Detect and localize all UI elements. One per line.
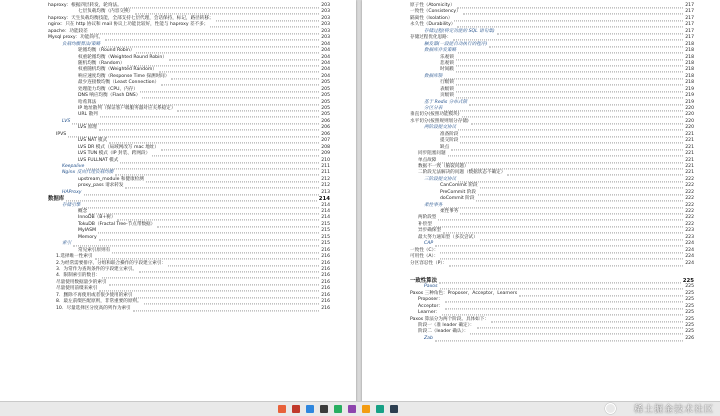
- toc-entry-page: 214: [321, 202, 330, 208]
- toc-entry-page: 216: [321, 292, 330, 298]
- watermark-logo-icon: [605, 403, 616, 414]
- app-icon-9[interactable]: [390, 405, 398, 413]
- toc-entry-page: 225: [685, 310, 694, 316]
- toc-entry-page: 206: [321, 125, 330, 131]
- toc-entry-page: 203: [321, 35, 330, 41]
- toc-entry-page: 221: [685, 138, 694, 144]
- toc-entry-page: 212: [321, 183, 330, 189]
- toc-entry-title: 常见索引原则有: [78, 247, 111, 253]
- toc-entry-page: 218: [685, 60, 694, 66]
- toc-leader-dots: [449, 259, 683, 266]
- toc-page-left[interactable]: [0, 0, 356, 406]
- toc-entry-title: Mysql proxy：功能尚可。: [48, 35, 104, 41]
- toc-entry-page: 224: [685, 247, 694, 253]
- toc-entry-title: 二阶段无法解决的问题（数据状态不确定）: [418, 170, 506, 176]
- toc-entry-page: 222: [685, 221, 694, 227]
- toc-entry-page: 220: [685, 106, 694, 111]
- toc-entry-title: 10．尽量选择区分度高的列作为索引: [56, 305, 131, 311]
- toc-entry-title: Nginx 反向代理负载均衡: [62, 170, 114, 176]
- toc-entry-title: 缺点: [440, 144, 450, 150]
- toc-entry-title: Paxos: [424, 284, 438, 290]
- toc-entry-title: 2.为经常需要排序、分组和联合操作的字段建立索引：: [56, 260, 167, 266]
- toc-entry-title: 8．最左前缀匹配原则，非常重要的原则。: [56, 299, 142, 305]
- toc-entry-title: 响应速度均衡（Response Time 探测时间）: [78, 73, 170, 79]
- toc-entry-title: TokuDB（Fractal Tree-节点带数据）: [78, 221, 156, 227]
- toc-entry-title: 随机均衡（Random）: [78, 60, 125, 66]
- toc-entry-title: 水平切分(按照规则划分存储): [410, 118, 469, 124]
- toc-entry-page: 204: [321, 60, 330, 66]
- toc-list-left: [0, 3, 356, 312]
- toc-entry-title: Keepalive: [62, 163, 85, 169]
- toc-entry-page: 218: [685, 41, 694, 47]
- toc-entry-page: 215: [321, 221, 330, 227]
- toc-entry-page: 222: [685, 202, 694, 208]
- toc-entry-title: 存储过程优化思路：: [410, 35, 452, 41]
- toc-entry-page: 225: [685, 297, 694, 303]
- app-icon-4[interactable]: [320, 405, 328, 413]
- toc-entry-page: 220: [685, 112, 694, 118]
- toc-entry-page: 217: [685, 22, 694, 28]
- toc-entry-page: 218: [685, 80, 694, 86]
- toc-entry-title: haproxy：天生负载均衡技能，全部支持七层代理，会话保持，标记，路径转移；: [48, 15, 214, 21]
- toc-entry-page: 225: [682, 277, 694, 284]
- toc-entry-title: 数据库锁: [424, 73, 443, 79]
- toc-entry-page: 205: [321, 80, 330, 86]
- toc-entry-title: IPVS: [56, 131, 67, 137]
- toc-entry-title: 提交阶段: [440, 138, 459, 144]
- toc-entry-title: LVS 原理: [78, 125, 97, 131]
- toc-entry-title: Paxos 三种角色：Proposer，Acceptor，Learners: [410, 290, 518, 296]
- toc-entry-title: LVS TUN 模式（IP 封装、跨网段）: [78, 151, 151, 157]
- toc-entry-page: 216: [321, 299, 330, 305]
- toc-entry-page: 204: [321, 73, 330, 79]
- toc-entry-title: 存储过程(特定功能的 SQL 语句集): [424, 28, 495, 34]
- toc-entry-page: 221: [685, 157, 694, 163]
- toc-entry-title: CanCommit 阶段: [440, 183, 478, 189]
- toc-entry-page: 222: [685, 196, 694, 202]
- toc-entry-title: PreCommit 阶段: [440, 189, 476, 195]
- toc-entry-page: 219: [685, 99, 694, 105]
- toc-entry-page: 222: [685, 215, 694, 221]
- toc-entry-title: 原子性（Atomicity）: [410, 3, 455, 8]
- toc-entry-title: 表级锁: [440, 86, 454, 92]
- toc-entry-title: haproxy：根据四层转发，轮询法。: [48, 3, 122, 8]
- toc-entry-page: 205: [321, 93, 330, 99]
- toc-entry-title: 阶段二（leader 确认）：: [418, 329, 469, 335]
- toc-entry-page: 217: [685, 15, 694, 21]
- toc-entry-title: upstream_module 和健康检测: [78, 176, 144, 182]
- toc-entry-title: 七层负载均衡（内容交换）: [78, 9, 134, 15]
- toc-entry-title: 垂直切分(按照功能模块): [410, 112, 460, 118]
- toc-entry-title: 存储引擎: [62, 202, 81, 208]
- toc-entry-page: 214: [318, 196, 330, 203]
- toc-entry-title: 权重轮循均衡（Weighted Round Robin）: [78, 54, 167, 60]
- toc-entry-page: 216: [321, 266, 330, 272]
- toc-entry-page: 225: [685, 290, 694, 296]
- toc-entry-page: 221: [685, 151, 694, 157]
- toc-entry-title: 可用性（A）：: [410, 254, 439, 260]
- toc-entry-title: InnoDB（B+树）: [78, 215, 116, 221]
- toc-entry-page: 224: [685, 260, 694, 266]
- toc-entry-title: 轮循均衡（Round Robin）: [78, 48, 135, 54]
- toc-entry-page: 225: [685, 323, 694, 328]
- toc-entry-title: 补偿型: [418, 221, 432, 227]
- toc-entry-title: 时间戳: [440, 67, 454, 73]
- toc-entry-title: 分区分表: [424, 106, 443, 111]
- toc-entry-title: 阶段一（准 leader 确定）：: [418, 323, 475, 328]
- toc-entry-page: 203: [321, 22, 330, 28]
- toc-entry-page: 225: [685, 303, 694, 309]
- app-icon-7[interactable]: [362, 405, 370, 413]
- toc-entry-title: 一致性（Consistency）: [410, 9, 461, 15]
- toc-list-right: [362, 3, 720, 342]
- toc-entry-title: Zab: [424, 335, 433, 341]
- toc-entry-title: Proposer：: [418, 297, 443, 303]
- toc-entry-title: 悲观锁: [440, 60, 454, 66]
- toc-entry-title: 概念: [78, 209, 88, 214]
- toc-entry-page: 216: [321, 254, 330, 260]
- toc-entry-title: 4．限制索引的数目：: [56, 273, 101, 279]
- toc-page-right[interactable]: [362, 0, 720, 406]
- toc-entry-page: 221: [685, 131, 694, 137]
- toc-entry-title: Memory: [78, 234, 97, 240]
- toc-entry-page: 206: [321, 118, 330, 124]
- toc-entry-title: DNS 响应均衡（Flash DNS）: [78, 93, 141, 99]
- app-icon-2[interactable]: [292, 405, 300, 413]
- toc-entry-title: 负载均衡算法/策略: [62, 41, 101, 47]
- toc-entry-page: 205: [321, 106, 330, 111]
- toc-entry-page: 214: [321, 215, 330, 221]
- toc-entry-page: 213: [321, 189, 330, 195]
- toc-entry-title: 7．删除不再使用或者很少使用的索引: [56, 292, 133, 298]
- toc-entry-page: 223: [685, 228, 694, 234]
- toc-entry-page: 209: [321, 151, 330, 157]
- toc-entry-page: 217: [685, 35, 694, 41]
- toc-entry-title: LVS: [62, 118, 71, 124]
- app-icon-8[interactable]: [376, 405, 384, 413]
- toc-entry-title: 权重随机均衡（Weighted Random）: [78, 67, 157, 73]
- toc-entry-title: 1.选择唯一性索引: [56, 254, 93, 260]
- toc-entry-title: 隔离性（Isolation）: [410, 15, 453, 21]
- toc-entry-title: LVS FULLNAT 模式: [78, 157, 119, 163]
- toc-entry-title: 乐观锁: [440, 54, 454, 60]
- toc-entry-page: 215: [321, 241, 330, 247]
- toc-entry-page: 216: [321, 260, 330, 266]
- toc-entry-page: 217: [685, 9, 694, 15]
- toc-entry-title: 哈希算法: [78, 99, 97, 105]
- toc-entry-title: 索引: [62, 241, 72, 247]
- toc-entry-page: 212: [321, 176, 330, 182]
- toc-entry-page: 224: [685, 254, 694, 260]
- toc-entry-title: 单点故障: [418, 157, 437, 163]
- toc-entry-title: Paxos 算法分为两个阶段。具体如下：: [410, 316, 489, 322]
- toc-entry-page: 214: [321, 209, 330, 214]
- toc-entry-page: 225: [685, 284, 694, 290]
- toc-entry-title: doCommit 阶段: [440, 196, 475, 202]
- toc-entry-page: 211: [321, 170, 330, 176]
- toc-entry-title: apache：功能较差: [48, 28, 88, 34]
- toc-entry[interactable]: [362, 336, 720, 342]
- toc-entry-page: 220: [685, 125, 694, 131]
- toc-entry-title: 异步确保型: [418, 228, 441, 234]
- toc-leader-dots: [133, 304, 319, 311]
- toc-entry-title: 柔性事务: [440, 209, 459, 214]
- toc-entry-page: 204: [321, 67, 330, 73]
- toc-entry-page: 218: [685, 67, 694, 73]
- toc-entry-page: 216: [321, 279, 330, 285]
- toc-entry-title: 数据不一致（脑裂问题）: [418, 163, 469, 169]
- app-icon-5[interactable]: [334, 405, 342, 413]
- app-icon-1[interactable]: [278, 405, 286, 413]
- toc-entry-page: 222: [685, 176, 694, 182]
- toc-entry-title: 两阶段型: [418, 215, 437, 221]
- toc-entry-title: proxy_pass 请求转发: [78, 183, 124, 189]
- toc-entry-title: 最大努力通知型（多次尝试）: [418, 234, 478, 240]
- toc-entry-title: LVS NAT 模式: [78, 138, 108, 144]
- toc-entry-title: 一致性算法: [410, 277, 437, 284]
- toc-entry-title: Learner：: [418, 310, 441, 316]
- toc-entry-title: 永久性（Durability）: [410, 22, 456, 28]
- toc-entry-title: 分区容忍性（P）：: [410, 260, 448, 266]
- toc-entry-title: 行级锁: [440, 80, 454, 86]
- toc-entry-page: 203: [321, 15, 330, 21]
- toc-entry-page: 205: [321, 86, 330, 92]
- toc-entry-page: 215: [321, 234, 330, 240]
- toc-entry-title: 一致性（C）：: [410, 247, 439, 253]
- toc-entry-page: 219: [685, 86, 694, 92]
- toc-entry-title: CAP: [424, 241, 434, 247]
- toc-entry-title: 基于 Redis 分布式锁: [424, 99, 468, 105]
- toc-entry-title: 3．为常作为查询条件的字段建立索引。: [56, 266, 138, 272]
- toc-entry-title: HAProxy: [62, 189, 82, 195]
- toc-entry-page: 204: [321, 48, 330, 54]
- toc-entry-title: 准备阶段: [440, 131, 459, 137]
- toc-entry-page: 225: [685, 316, 694, 322]
- toc-entry-title: 同步阻塞问题: [418, 151, 446, 157]
- toc-entry-page: 208: [321, 144, 330, 150]
- toc-entry-page: 223: [685, 234, 694, 240]
- toc-entry-title: 触发器(一段能自动执行的程序): [424, 41, 488, 47]
- toc-entry-page: 219: [685, 93, 694, 99]
- toc-entry-title: 数据库并发策略: [424, 48, 457, 54]
- toc-entry-page: 220: [685, 118, 694, 124]
- toc-entry-title: nginx：只在 http 协议和 mail 协议上功能比较好，性能与 haproxy 差不多；: [48, 22, 209, 28]
- toc-entry-page: 203: [321, 9, 330, 15]
- toc-entry-title: 页级锁: [440, 93, 454, 99]
- toc-entry-page: 203: [321, 28, 330, 34]
- toc-entry-page: 226: [685, 335, 694, 341]
- toc-entry-title: Acceptor：: [418, 303, 443, 309]
- toc-entry-page: 203: [321, 3, 330, 8]
- toc-entry-title: URL 散列: [78, 112, 98, 118]
- toc-entry-page: 218: [685, 54, 694, 60]
- toc-entry[interactable]: [0, 306, 356, 312]
- toc-entry-page: 222: [685, 183, 694, 189]
- toc-entry-page: 222: [685, 209, 694, 214]
- toc-entry-title: 最少连接数均衡（Least Connection）: [78, 80, 160, 86]
- toc-entry-page: 216: [321, 286, 330, 292]
- toc-entry-title: 尽量使用前缀来索引: [56, 286, 98, 292]
- toc-entry-page: 216: [321, 247, 330, 253]
- toc-entry-title: LVS DR 模式（局域网改写 mac 地址）: [78, 144, 160, 150]
- toc-entry-page: 225: [685, 329, 694, 335]
- toc-entry-page: 217: [685, 3, 694, 8]
- toc-entry-title: IP 地址散列（保证客户端服务器对应关系稳定）: [78, 106, 176, 111]
- toc-entry-page: 218: [685, 73, 694, 79]
- toc-entry-title: 三阶段提交协议: [424, 176, 457, 182]
- toc-entry-title: 两阶段提交协议: [424, 125, 457, 131]
- toc-entry-page: 211: [321, 163, 330, 169]
- toc-entry-title: 处理能力均衡（CPU、内存）: [78, 86, 138, 92]
- toc-entry-page: 216: [321, 273, 330, 279]
- toc-entry-page: 206: [321, 131, 330, 137]
- app-icon-3[interactable]: [306, 405, 314, 413]
- toc-entry-page: 205: [321, 99, 330, 105]
- toc-entry-page: 224: [685, 241, 694, 247]
- toc-entry-page: 221: [685, 144, 694, 150]
- toc-entry-page: 216: [321, 305, 330, 311]
- app-icon-6[interactable]: [348, 405, 356, 413]
- toc-entry-page: 210: [321, 157, 330, 163]
- toc-entry-title: 柔性事务: [424, 202, 443, 208]
- toc-entry-page: 204: [321, 41, 330, 47]
- toc-entry-page: 217: [685, 28, 694, 34]
- toc-entry-page: 221: [685, 170, 694, 176]
- toc-entry-page: 205: [321, 112, 330, 118]
- toc-entry-page: 221: [685, 163, 694, 169]
- toc-entry-title: 尽量使用数据量少的索引: [56, 279, 107, 285]
- toc-entry-page: 204: [321, 54, 330, 60]
- toc-entry-title: MyIASM: [78, 228, 97, 234]
- toc-entry-page: 215: [321, 228, 330, 234]
- toc-entry-page: 222: [685, 189, 694, 195]
- watermark-text: 稀土掘金技术社区: [633, 405, 714, 415]
- toc-entry-page: 218: [685, 48, 694, 54]
- toc-entry-page: 207: [321, 138, 330, 144]
- toc-entry-title: 数据库: [48, 196, 65, 203]
- toc-leader-dots: [435, 334, 683, 341]
